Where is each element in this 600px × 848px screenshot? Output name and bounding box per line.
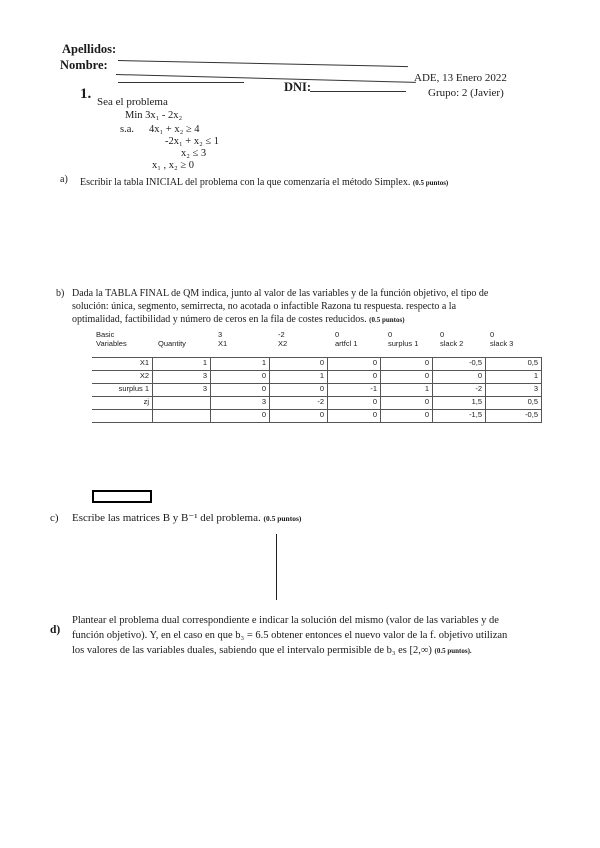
row-sl2: -0,5: [469, 358, 482, 367]
problem-intro: Sea el problema: [97, 96, 168, 108]
qb-line-3-wrap: [72, 313, 405, 328]
row-name: X1: [139, 358, 149, 367]
row-x1: 0: [261, 371, 266, 380]
row-qty: 3: [202, 384, 207, 393]
row-s1: 0: [424, 410, 429, 419]
problem-number: 1.: [80, 86, 92, 102]
row-qty: 3: [202, 371, 207, 380]
header-variables: Variables: [96, 339, 127, 348]
header-slack3: slack 3: [490, 339, 514, 348]
objective-function: Min 3x₁ - 2x₂: [125, 110, 183, 121]
constraint-4: x₁ , x₂ ≥ 0: [152, 160, 194, 171]
qb-points: (0.5 puntos): [369, 316, 405, 324]
row-name: surplus 1: [118, 384, 149, 393]
nombre-label: Nombre:: [60, 58, 108, 72]
row-sl3: 3: [533, 384, 538, 393]
row-x2: 0: [319, 384, 324, 393]
row-x1: 0: [261, 410, 266, 419]
qd-line-2: función objetivo). Y, en el caso en que b₃ = 6.5 obtener entonces el nuevo valor de la f. objetivo utilizan: [72, 630, 508, 641]
apellidos-line[interactable]: [118, 60, 408, 67]
row-name: zj: [143, 397, 149, 406]
row-a1: 0: [372, 371, 377, 380]
dni-line[interactable]: [310, 91, 406, 92]
row-a1: 0: [372, 397, 377, 406]
qc-text-wrap: [72, 512, 301, 526]
header-x2: X2: [278, 339, 288, 348]
row-name: X2: [139, 371, 149, 380]
row-a1: 0: [372, 410, 377, 419]
row-sl3: 0,5: [527, 397, 538, 406]
row-s1: 0: [424, 397, 429, 406]
row-x2: 0: [319, 358, 324, 367]
group-info: Grupo: 2 (Javier): [428, 87, 504, 99]
qc-text: Escribe las matrices B y B⁻¹ del problema.: [72, 512, 261, 524]
row-sl3: 0,5: [527, 358, 538, 367]
row-s1: 0: [424, 371, 429, 380]
qd-points: (0.5 puntos).: [434, 647, 472, 655]
top-a1: 0: [335, 330, 340, 339]
header-x1: X1: [218, 339, 228, 348]
header-surplus1: surplus 1: [388, 339, 419, 348]
row-a1: 0: [372, 358, 377, 367]
qc-points: (0.5 puntos): [263, 514, 302, 523]
qa-label: a): [60, 174, 68, 185]
top-s1: 0: [388, 330, 393, 339]
row-s1: 1: [424, 384, 429, 393]
header-slack2: slack 2: [440, 339, 464, 348]
grid-line: [541, 357, 542, 422]
constraint-2: -2x₁ + x₂ ≤ 1: [165, 136, 220, 147]
dni-label: DNI:: [284, 80, 312, 94]
qd-line-3: los valores de las variables duales, sabiendo que el intervalo permisible de b₃ es [2,∞): [72, 645, 432, 656]
apellidos-label: Apellidos:: [62, 42, 117, 56]
qc-label: c): [50, 512, 59, 524]
qa-text: [80, 176, 448, 191]
row-x1: 3: [261, 397, 266, 406]
qd-line-1: Plantear el problema dual correspondiente e indicar la solución del mismo (valor de las variables y de: [72, 615, 499, 626]
qa-points: (0.5 puntos): [412, 179, 449, 187]
exam-info: ADE, 13 Enero 2022: [414, 72, 507, 84]
qd-label: d): [50, 624, 61, 636]
qb-line-1: Dada la TABLA FINAL de QM indica, junto al valor de las variables y de la función objetivo, el tipo de: [72, 288, 489, 299]
nombre-line-2[interactable]: [118, 82, 244, 83]
row-x2: 1: [319, 371, 324, 380]
qd-line-3-wrap: [72, 644, 472, 659]
row-x1: 0: [261, 384, 266, 393]
row-sl2: -2: [475, 384, 482, 393]
qb-line-2: solución: única, segmento, semirrecta, no acotada o infactible Razona tu respuesta. respecto a la: [72, 301, 457, 312]
top-x2: -2: [278, 330, 285, 339]
qb-line-3: optimalidad, factibilidad y número de ceros en la fila de costes reducidos.: [72, 314, 367, 325]
st-label: s.a.: [120, 124, 134, 135]
row-s1: 0: [424, 358, 429, 367]
top-sl3: 0: [490, 330, 495, 339]
header-basic: Basic: [96, 330, 115, 339]
constraint-3: x₂ ≤ 3: [181, 148, 207, 159]
constraint-1: 4x₁ + x₂ ≥ 4: [149, 124, 200, 135]
blank-cell-box[interactable]: [92, 490, 152, 503]
qb-label: b): [56, 288, 65, 299]
header-artfcl1: artfcl 1: [335, 339, 358, 348]
pen-mark-line: [276, 534, 277, 600]
row-a1: -1: [370, 384, 377, 393]
row-qty: 1: [202, 358, 207, 367]
row-x1: 1: [261, 358, 266, 367]
top-x1: 3: [218, 330, 223, 339]
row-x2: -2: [317, 397, 324, 406]
row-sl3: -0,5: [525, 410, 538, 419]
grid-line: [92, 422, 542, 423]
row-sl2: 0: [477, 371, 482, 380]
row-sl2: 1,5: [471, 397, 482, 406]
qa-text-body: Escribir la tabla INICIAL del problema con la que comenzaría el método Simplex.: [80, 177, 411, 188]
header-quantity: Quantity: [158, 339, 186, 348]
row-sl2: -1,5: [469, 410, 482, 419]
row-x2: 0: [319, 410, 324, 419]
top-sl2: 0: [440, 330, 445, 339]
row-sl3: 1: [533, 371, 538, 380]
